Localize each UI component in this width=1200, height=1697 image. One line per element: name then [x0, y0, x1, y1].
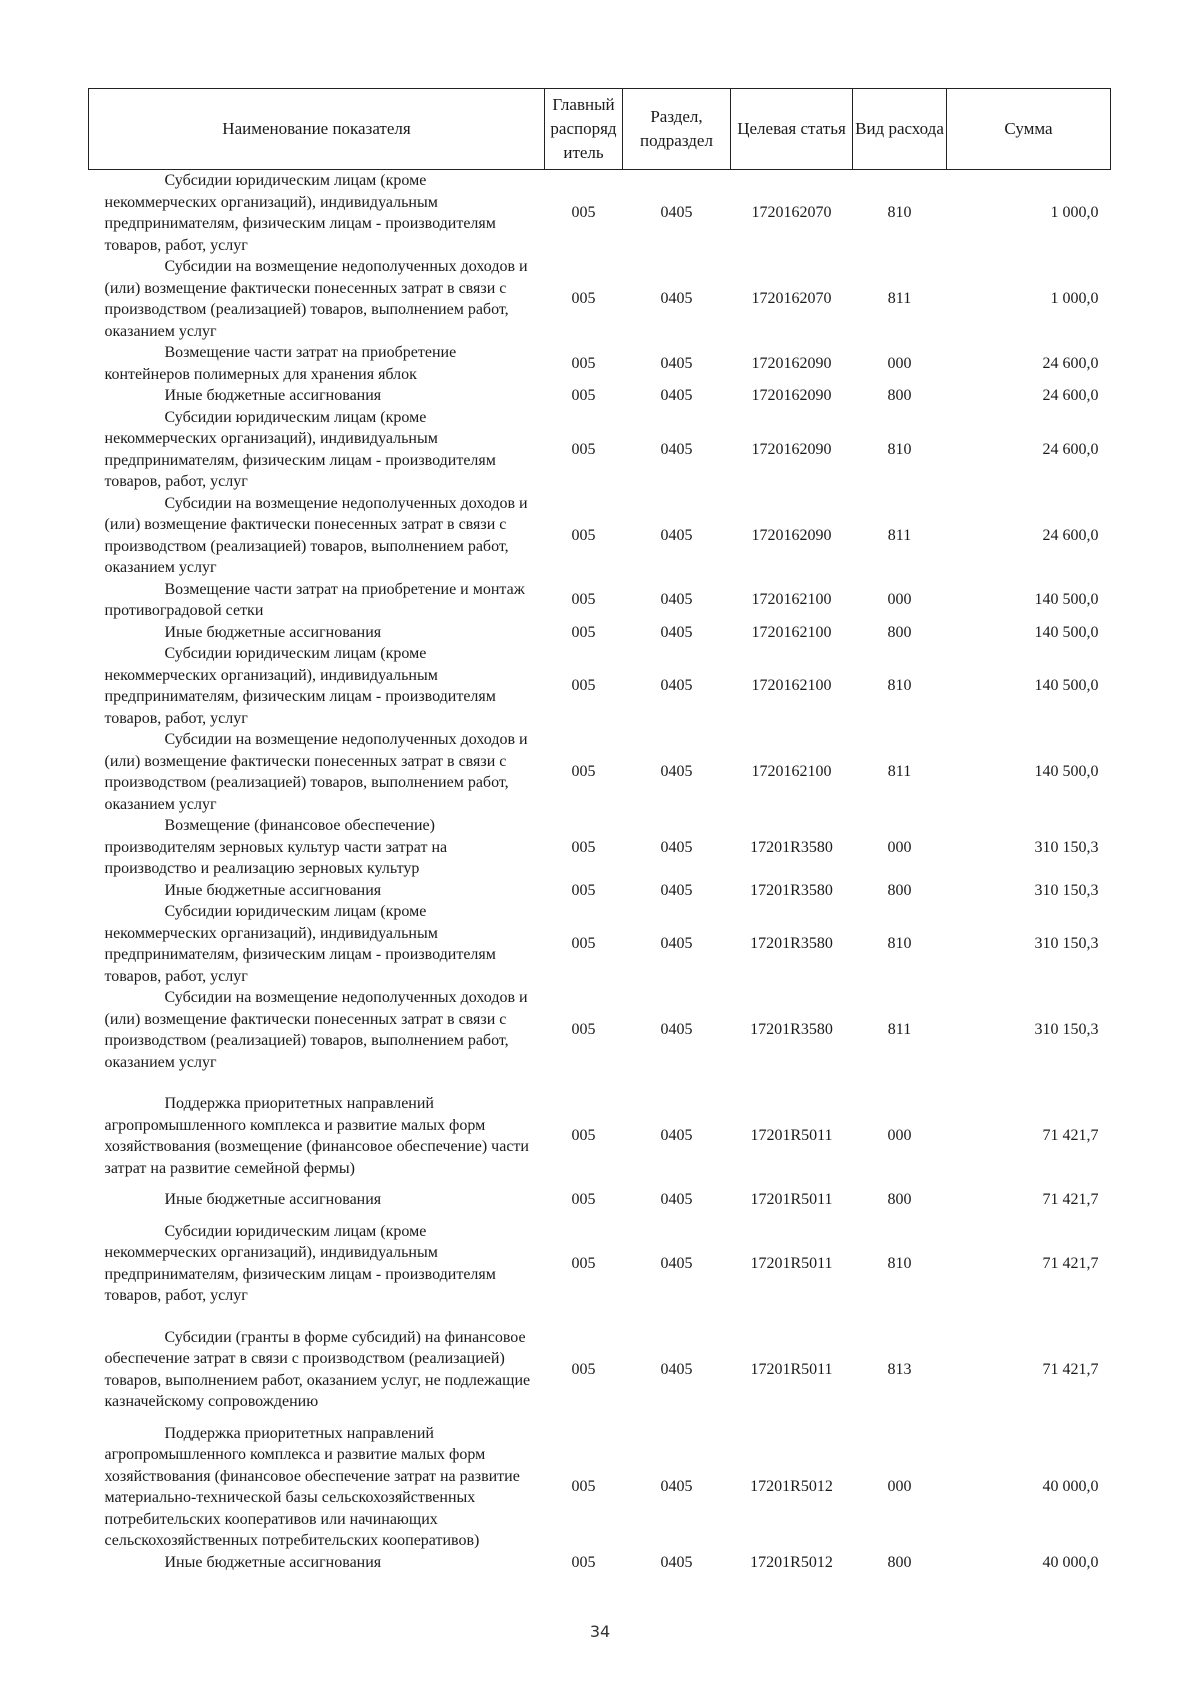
row-target-article: 17201R3580: [750, 1021, 833, 1039]
row-sum: 71 421,7: [1042, 1191, 1099, 1208]
table-row: [89, 643, 1111, 729]
row-target-article: 1720162100: [751, 623, 832, 641]
row-section: 0405: [660, 1254, 693, 1272]
row-grbs: 005: [571, 1360, 596, 1378]
row-expense-type: 813: [887, 1360, 912, 1378]
row-expense-type: 810: [887, 204, 912, 222]
row-expense-type: 000: [887, 1127, 912, 1145]
row-grbs: 005: [571, 387, 596, 404]
row-grbs: 005: [571, 204, 596, 222]
row-grbs: 005: [571, 1254, 596, 1272]
row-grbs: 005: [571, 1021, 596, 1039]
row-expense-type: 810: [887, 935, 912, 953]
row-expense-type: 800: [887, 1553, 912, 1571]
row-grbs: 005: [571, 763, 596, 781]
row-grbs: 005: [571, 290, 596, 308]
row-grbs: 005: [571, 1191, 596, 1208]
row-section: 0405: [660, 935, 693, 953]
table-row: [89, 579, 1111, 622]
row-grbs: 005: [571, 1478, 596, 1496]
table-header: [89, 89, 1111, 170]
table-row: [89, 622, 1111, 644]
row-grbs: 005: [571, 623, 596, 641]
row-section: 0405: [660, 1553, 693, 1571]
row-section: 0405: [660, 526, 693, 544]
row-grbs: 005: [571, 1127, 596, 1145]
row-name: Субсидии на возмещение недополученных доходов и (или) возмещение фактически понесенных затрат в связи с производством (реализацией) товаров, выполнением работ, оказанием услуг: [104, 989, 528, 1071]
row-target-article: 1720162100: [751, 677, 832, 695]
row-sum: 40 000,0: [1042, 1553, 1099, 1571]
row-name: Возмещение части затрат на приобретение и монтаж противоградовой сетки: [104, 580, 525, 619]
row-name: Поддержка приоритетных направлений агропромышленного комплекса и развитие малых форм хозяйствования (возмещение (финансовое обеспечение) части затрат на развитие семейной фермы): [104, 1095, 529, 1177]
row-sum: 24 600,0: [1042, 526, 1099, 544]
row-grbs: 005: [571, 881, 596, 899]
table-row: [89, 987, 1111, 1083]
row-section: 0405: [660, 881, 693, 899]
row-sum: 310 150,3: [1034, 935, 1099, 953]
table-row: [89, 1189, 1111, 1211]
budget-table: [88, 88, 1111, 1573]
table-row: [89, 1317, 1111, 1423]
row-name: Субсидии юридическим лицам (кроме некоммерческих организаций), индивидуальным предпринимателям, физическим лицам - производителям товаров, работ, услуг: [104, 408, 496, 490]
table-body: [89, 170, 1111, 1574]
row-grbs: 005: [571, 591, 596, 609]
row-expense-type: 000: [887, 838, 912, 856]
row-section: 0405: [660, 387, 693, 404]
header-sum: Сумма: [947, 89, 1111, 170]
row-section: 0405: [660, 1127, 693, 1145]
row-expense-type: 810: [887, 677, 912, 695]
row-target-article: 17201R5011: [750, 1254, 833, 1272]
row-sum: 140 500,0: [1034, 677, 1099, 695]
row-sum: 24 600,0: [1042, 440, 1099, 458]
row-section: 0405: [660, 1478, 693, 1496]
row-expense-type: 800: [887, 881, 912, 899]
header-grbs: Главный распоряд итель: [545, 89, 623, 170]
row-sum: 71 421,7: [1042, 1254, 1099, 1272]
row-expense-type: 000: [887, 354, 912, 372]
table-row: [89, 901, 1111, 987]
row-name: Иные бюджетные ассигнования: [164, 387, 382, 404]
header-expense-type: Вид расхода: [853, 89, 947, 170]
table-row: [89, 815, 1111, 880]
row-sum: 1 000,0: [1050, 290, 1099, 308]
row-name: Иные бюджетные ассигнования: [164, 1553, 382, 1571]
row-section: 0405: [660, 290, 693, 308]
row-expense-type: 800: [887, 623, 912, 641]
row-name: Иные бюджетные ассигнования: [164, 881, 382, 899]
row-sum: 71 421,7: [1042, 1127, 1099, 1145]
table-row: [89, 1423, 1111, 1552]
row-name: Возмещение (финансовое обеспечение) производителям зерновых культур части затрат на производство и реализацию зерновых культур: [104, 817, 448, 877]
header-target-article: Целевая статья: [731, 89, 853, 170]
row-name: Субсидии юридическим лицам (кроме некоммерческих организаций), индивидуальным предпринимателям, физическим лицам - производителям товаров, работ, услуг: [104, 172, 496, 254]
row-name: Субсидии юридическим лицам (кроме некоммерческих организаций), индивидуальным предпринимателям, физическим лицам - производителям товаров, работ, услуг: [104, 903, 496, 985]
row-section: 0405: [660, 591, 693, 609]
row-section: 0405: [660, 1021, 693, 1039]
row-grbs: 005: [571, 1553, 596, 1571]
row-expense-type: 810: [887, 440, 912, 458]
row-sum: 310 150,3: [1034, 1021, 1099, 1039]
row-expense-type: 810: [887, 1254, 912, 1272]
row-grbs: 005: [571, 526, 596, 544]
row-target-article: 17201R3580: [750, 935, 833, 953]
row-target-article: 1720162090: [751, 387, 832, 404]
table-row: [89, 1083, 1111, 1189]
row-name: Поддержка приоритетных направлений агропромышленного комплекса и развитие малых форм хозяйствования (финансовое обеспечение затрат на развитие материально-технической базы сельскохозяйственных потребительских кооперативов или начинающих сельскохозяйственных потребительских кооперативов): [104, 1424, 520, 1549]
row-section: 0405: [660, 354, 693, 372]
row-expense-type: 000: [887, 1478, 912, 1496]
row-target-article: 17201R5012: [750, 1478, 833, 1496]
row-sum: 40 000,0: [1042, 1478, 1099, 1496]
row-sum: 310 150,3: [1034, 881, 1099, 899]
row-name: Субсидии на возмещение недополученных доходов и (или) возмещение фактически понесенных затрат в связи с производством (реализацией) товаров, выполнением работ, оказанием услуг: [104, 494, 528, 576]
row-target-article: 1720162100: [751, 591, 832, 609]
row-target-article: 1720162090: [751, 440, 832, 458]
row-expense-type: 811: [887, 763, 912, 781]
row-expense-type: 811: [887, 526, 912, 544]
row-expense-type: 000: [887, 591, 912, 609]
row-target-article: 1720162070: [751, 290, 832, 308]
row-grbs: 005: [571, 838, 596, 856]
row-grbs: 005: [571, 677, 596, 695]
row-sum: 140 500,0: [1034, 763, 1099, 781]
row-sum: 71 421,7: [1042, 1360, 1099, 1378]
row-name: Иные бюджетные ассигнования: [164, 623, 382, 641]
row-target-article: 17201R5012: [750, 1553, 833, 1571]
row-name: Субсидии юридическим лицам (кроме некоммерческих организаций), индивидуальным предпринимателям, физическим лицам - производителям товаров, работ, услуг: [104, 645, 496, 727]
table-row: [89, 729, 1111, 815]
table-row: [89, 342, 1111, 385]
table-row: [89, 493, 1111, 579]
row-target-article: 17201R3580: [750, 838, 833, 856]
row-target-article: 1720162100: [751, 763, 832, 781]
header-section: Раздел, подраздел: [623, 89, 731, 170]
header-row: [89, 89, 1111, 170]
row-section: 0405: [660, 677, 693, 695]
row-target-article: 1720162090: [751, 526, 832, 544]
row-name: Субсидии юридическим лицам (кроме некоммерческих организаций), индивидуальным предпринимателям, физическим лицам - производителям товаров, работ, услуг: [104, 1222, 496, 1304]
row-section: 0405: [660, 1360, 693, 1378]
table-row: [89, 880, 1111, 902]
row-sum: 24 600,0: [1042, 354, 1099, 372]
row-sum: 24 600,0: [1042, 387, 1099, 404]
row-sum: 140 500,0: [1034, 623, 1099, 641]
table-row: [89, 1552, 1111, 1574]
row-sum: 140 500,0: [1034, 591, 1099, 609]
table-row: [89, 170, 1111, 257]
row-target-article: 1720162090: [751, 354, 832, 372]
row-sum: 310 150,3: [1034, 838, 1099, 856]
row-expense-type: 800: [887, 1191, 912, 1208]
row-section: 0405: [660, 440, 693, 458]
row-name: Субсидии (гранты в форме субсидий) на финансовое обеспечение затрат в связи с производством (реализацией) товаров, выполнением работ, оказанием услуг, не подлежащие казначейскому сопровождению: [104, 1328, 531, 1410]
row-grbs: 005: [571, 354, 596, 372]
row-name: Возмещение части затрат на приобретение контейнеров полимерных для хранения яблок: [104, 344, 457, 383]
row-target-article: 17201R5011: [750, 1127, 833, 1145]
row-target-article: 1720162070: [751, 204, 832, 222]
header-name: Наименование показателя: [89, 89, 545, 170]
table-row: [89, 1211, 1111, 1317]
row-target-article: 17201R5011: [750, 1360, 833, 1378]
row-section: 0405: [660, 1191, 693, 1208]
row-name: Иные бюджетные ассигнования: [164, 1191, 382, 1208]
row-grbs: 005: [571, 935, 596, 953]
row-section: 0405: [660, 838, 693, 856]
row-target-article: 17201R5011: [750, 1191, 833, 1208]
row-section: 0405: [660, 623, 693, 641]
row-section: 0405: [660, 763, 693, 781]
row-expense-type: 800: [887, 387, 912, 404]
row-target-article: 17201R3580: [750, 881, 833, 899]
table-row: [89, 407, 1111, 493]
table-row: [89, 256, 1111, 342]
row-section: 0405: [660, 204, 693, 222]
row-name: Субсидии на возмещение недополученных доходов и (или) возмещение фактически понесенных затрат в связи с производством (реализацией) товаров, выполнением работ, оказанием услуг: [104, 731, 528, 813]
row-expense-type: 811: [887, 290, 912, 308]
row-name: Субсидии на возмещение недополученных доходов и (или) возмещение фактически понесенных затрат в связи с производством (реализацией) товаров, выполнением работ, оказанием услуг: [104, 258, 528, 340]
row-expense-type: 811: [887, 1021, 912, 1039]
row-sum: 1 000,0: [1050, 204, 1099, 222]
row-grbs: 005: [571, 440, 596, 458]
table-row: [89, 385, 1111, 407]
page-number: 34: [589, 1622, 611, 1641]
